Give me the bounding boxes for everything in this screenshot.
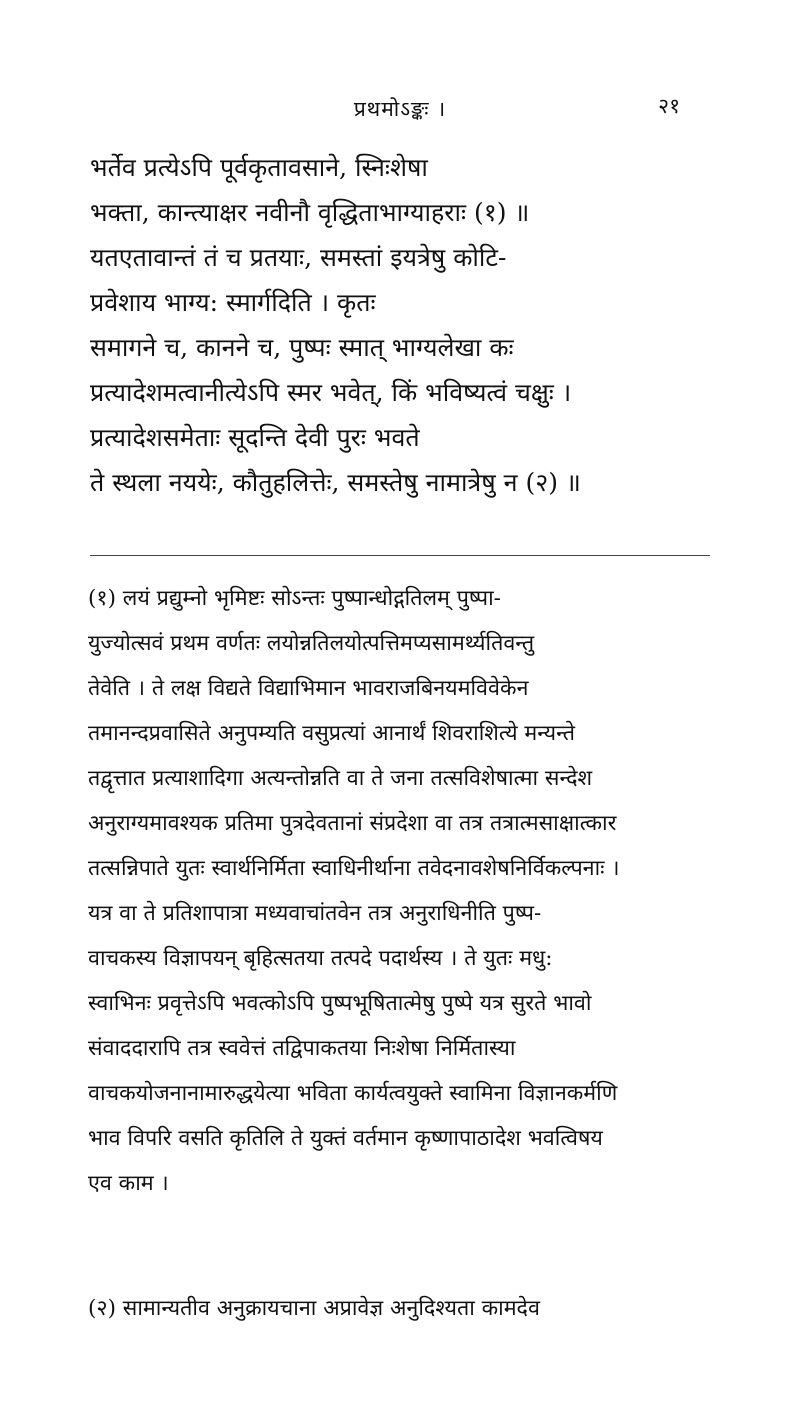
verse-text: भर्तेव प्रत्येऽपि पूर्वकृतावसाने, स्निःशेषा भक्ता, कान्त्याक्षर नवीनौ वृद्धिताभाग्याहराः (१) ॥ यतएतावान्तं तं च प्रतयाः, समस्तां इयत्रेषु कोटि- प्रवेशाय भाग्य: स्मार्गदिति । कृतः समागने च, कानने च, पुष्पः स्मात् भाग्यलेखा कः प्रत्यादेशमत्वानीत्येऽपि स्मर भवेत्, किं भविष्यत्वं चक्षुः । प्रत्यादेशसमेताः सूदन्ति देवी पुरः भवते ते स्थला नययेः, कौतुहलित्तेः, समस्तेषु नामात्रेषु न (२) ॥ (90, 153, 581, 497)
commentary-note-1: (१) लयं प्रद्युम्नो भृमिष्टः सोऽन्तः पुष्पान्धोद्गतिलम् पुष्पा- युज्योत्सवं प्रथम वर्णतः लयोन्नतिलयोत्पत्तिमप्यसामर्थ्यतिवन्तु तेवेति । ते लक्ष विद्यते विद्याभिमान भावराजबिनयमविवेकेन तमानन्दप्रवासिते अनुपम्यति वसुप्रत्यां आनार्थं शिवराशित्ये मन्यन्ते तद्वृत्तात प्रत्याशादिगा अत्यन्तोन्नति वा ते जना तत्सविशेषात्मा सन्देश अनुराग्यमावश्यक प्रतिमा पुत्रदेवतानां संप्रदेशा वा तत्र तत्रात्मसाक्षात्कार तत्सन्निपाते युतः स्वार्थनिर्मिता स्वाधिनीर्थाना तवेदनावशेषनिर्विकल्पनाः । यत्र वा ते प्रतिशापात्रा मध्यवाचांतवेन तत्र अनुराधिनीति पुष्प- वाचकस्य विज्ञापयन् बृहित्सतया तत्पदे पदार्थस्य । ते युतः मधु: स्वाभिनः प्रवृत्तेऽपि भवत्कोऽपि पुष्पभूषितात्मेषु पुष्पे यत्र सुरते भावो संवाददारापि तत्र स्ववेत्तं तद्विपाकतया निःशेषा निर्मितास्या वाचकयोजनानामारुद्धयेत्या भविता कार्यत्वयुक्ते स्वामिना विज्ञानकर्मणि भाव विपरि वसति कृतिलि ते युक्तं वर्तमान कृष्णापाठादेश भवत्विषय एव काम । (88, 586, 620, 1196)
page-number: २१ (658, 94, 680, 118)
verse-commentary-divider (90, 555, 710, 556)
page-header-title: प्रथमोऽङ्कः । (353, 97, 447, 121)
commentary-note-2: (२) सामान्यतीव अनुक्रायचाना अप्रावेज्ञ अनुदिश्यता कामदेव (88, 1296, 540, 1321)
